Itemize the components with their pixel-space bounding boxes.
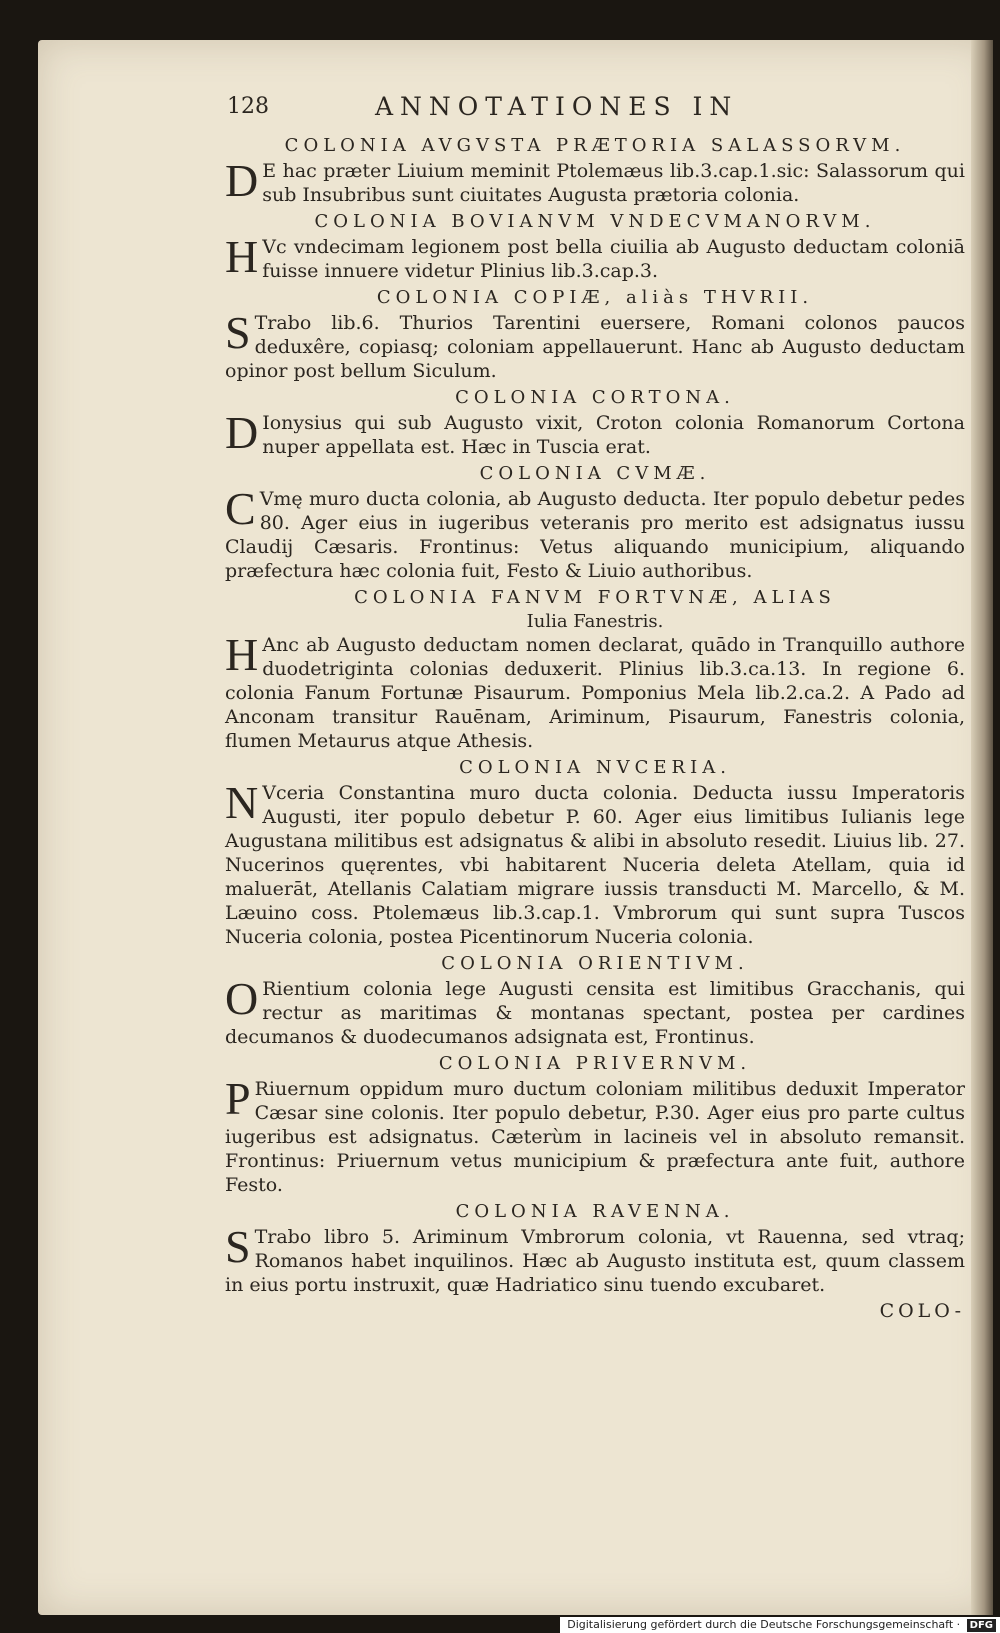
entry-text: Riuernum oppidum muro ductum coloniam militibus deduxit Imperator Cæsar sine colonis. Iter populo debetur, P.30. Ager eius pro parte cultus iugeribus est adsignatus. Cæterùm in lacineis vel in absoluto remansit. Frontinus: Priuernum vetus municipium & præfectura ante fuit, authore Festo. [225,1078,965,1196]
book-spine [971,40,993,1615]
drop-initial: S [225,307,251,358]
colonia-entry [225,951,965,1049]
colonia-entry [225,585,965,753]
colonia-entry [225,133,965,207]
drop-initial: D [225,155,259,206]
entry-body [225,231,965,283]
entry-heading: COLONIA CORTONA. [455,387,735,408]
entry-text: Trabo libro 5. Ariminum Vmbrorum colonia, vt Rauenna, sed vtraq; Romanos habet inquilinos. Hæc ab Augusto instituta est, quum classem in eius portu instruxit, quæ Hadriatico sinu tuendo excubaret. [225,1226,965,1296]
entry-subheading: Iulia Fanestris. [526,611,664,632]
colonia-entry [225,755,965,949]
colonia-entry [225,385,965,459]
drop-initial: D [225,407,259,458]
digitization-credit [560,1617,1000,1633]
credit-text: Digitalisierung gefördert durch die Deutsche Forschungsgemeinschaft · [567,1618,961,1631]
entry-heading: COLONIA COPIÆ, aliàs THVRII. [376,287,814,308]
entry-text: Trabo lib.6. Thurios Tarentini euersere, Romani colonos paucos deduxêre, copiasq; coloniam appellauerunt. Hanc ab Augusto deductam opinor post bellum Siculum. [225,312,965,382]
entry-body [225,155,965,207]
entry-text: Anc ab Augusto deductam nomen declarat, quādo in Tranquillo authore duodetriginta colonias deduxerit. Plinius lib.3.ca.13. In regione 6. colonia Fanum Fortunæ Pisaurum. Pomponius Mela lib.2.ca.2. A Pado ad Anconam transitur Rauēnam, Ariminum, Pisaurum, Fanestris colonia, flumen Metaurus atque Athesis. [225,634,965,752]
colonia-entry [225,461,965,583]
drop-initial: C [225,483,256,534]
entry-heading: COLONIA CVMÆ. [479,463,711,484]
entry-body [225,777,965,949]
running-head [225,92,965,129]
entry-body [225,307,965,383]
entry-text: E hac præter Liuium meminit Ptolemæus lib.3.cap.1.sic: Salassorum qui sub Insubribus sunt ciuitates Augusta prætoria colonia. [262,160,965,206]
entry-text: Vc vndecimam legionem post bella ciuilia ab Augusto deductam coloniā fuisse innuere videtur Plinius lib.3.cap.3. [262,236,965,282]
colonia-entry [225,1051,965,1197]
entry-body [225,629,965,753]
drop-initial: N [225,777,259,828]
entry-text: Rientium colonia lege Augusti censita est limitibus Gracchanis, qui rectur as maritimas & montanas spectant, postea per cardines decumanos & duodecumanos adsignata est, Frontinus. [225,978,965,1048]
drop-initial: S [225,1221,251,1272]
entry-text: Vceria Constantina muro ducta colonia. Deducta iussu Imperatoris Augusti, iter populo debetur P. 60. Ager eius limitibus Iulianis lege Augustana militibus est adsignatus & alibi in absoluto resedit. Liuius lib. 27. Nucerinos quęrentes, vbi habitarent Nuceria deleta Atellam, quia id maluerāt, Atellanis Calatiam migrare iussis transducti M. Marcello, & M. Læuino coss. Ptolemæus lib.3.cap.1. Vmbrorum qui sunt supra Tuscos Nuceria colonia, postea Picentinorum Nuceria colonia. [225,782,965,948]
colonia-entry [225,285,965,383]
entries-list [225,133,965,1297]
catchword: COLO- [879,1300,965,1322]
entry-body [225,407,965,459]
drop-initial: O [225,973,259,1024]
entry-heading: COLONIA FANVM FORTVNÆ, ALIAS [354,587,836,608]
entry-heading: COLONIA ORIENTIVM. [441,953,749,974]
entry-heading: COLONIA PRIVERNVM. [438,1053,752,1074]
folio-number: 128 [227,94,269,119]
entry-text: Vmę muro ducta colonia, ab Augusto deducta. Iter populo debetur pedes 80. Ager eius in iugeribus veteranis pro merito est adsignatus iussu Claudij Cæsaris. Frontinus: Vetus aliquando municipium, aliquando præfectura hæc colonia fuit, Festo & Liuio authoribus. [225,488,965,582]
entry-heading: COLONIA NVCERIA. [459,757,731,778]
entry-heading: COLONIA RAVENNA. [455,1201,735,1222]
drop-initial: H [225,629,259,680]
entry-body [225,1221,965,1297]
colonia-entry [225,1199,965,1297]
entry-text: Ionysius qui sub Augusto vixit, Croton colonia Romanorum Cortona nuper appellata est. Hæc in Tuscia erat. [262,412,965,458]
entry-body [225,1073,965,1197]
drop-initial: P [225,1073,251,1124]
entry-body [225,973,965,1049]
entry-heading: COLONIA AVGVSTA PRÆTORIA SALASSORVM. [284,135,906,156]
page-text-block [225,92,965,1323]
dfg-logo: DFG [967,1619,996,1632]
colonia-entry [225,209,965,283]
entry-heading: COLONIA BOVIANVM VNDECVMANORVM. [314,211,876,232]
running-title: ANNOTATIONES IN [375,92,739,121]
drop-initial: H [225,231,259,282]
entry-body [225,483,965,583]
